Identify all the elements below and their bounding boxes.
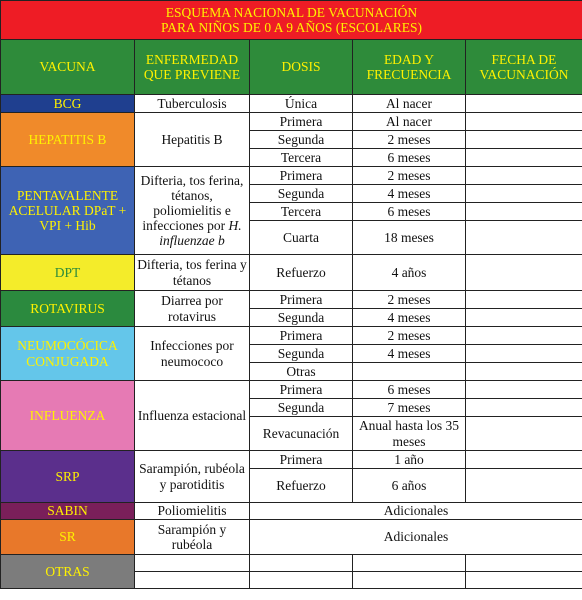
dose-cell: Otras <box>250 363 353 381</box>
dose-cell: Primera <box>250 291 353 309</box>
date-cell[interactable] <box>466 399 582 417</box>
vaccine-influenza: INFLUENZA <box>1 381 135 451</box>
age-cell: 6 meses <box>353 381 466 399</box>
disease-influenza: Influenza estacional <box>135 381 250 451</box>
age-cell: 18 meses <box>353 221 466 255</box>
blank-cell[interactable] <box>135 572 250 589</box>
date-cell[interactable] <box>466 221 582 255</box>
vaccine-pentavalente: PENTAVALENTE ACELULAR DPaT + VPI + Hib <box>1 167 135 255</box>
blank-cell[interactable] <box>353 572 466 589</box>
blank-cell[interactable] <box>353 555 466 572</box>
dose-cell: Primera <box>250 327 353 345</box>
disease-sabin: Poliomielitis <box>135 503 250 520</box>
date-cell[interactable] <box>466 309 582 327</box>
age-cell: 2 meses <box>353 327 466 345</box>
disease-sr: Sarampión y rubéola <box>135 520 250 555</box>
age-cell: Anual hasta los 35 meses <box>353 417 466 451</box>
date-cell[interactable] <box>466 149 582 167</box>
disease-bcg: Tuberculosis <box>135 95 250 113</box>
table-row <box>1 255 582 291</box>
table-row <box>1 503 582 520</box>
age-cell: Al nacer <box>353 113 466 131</box>
date-cell[interactable] <box>466 255 582 291</box>
dose-cell: Segunda <box>250 345 353 363</box>
table-row <box>1 167 582 185</box>
date-cell[interactable] <box>466 451 582 469</box>
age-cell: 2 meses <box>353 291 466 309</box>
date-cell[interactable] <box>466 167 582 185</box>
disease-pentavalente-italic: H. influenzae b <box>159 218 242 249</box>
dose-cell: Revacunación <box>250 417 353 451</box>
table-row <box>1 113 582 131</box>
table-row <box>1 555 582 572</box>
dose-cell: Segunda <box>250 309 353 327</box>
dose-cell: Primera <box>250 167 353 185</box>
date-cell[interactable] <box>466 469 582 503</box>
age-cell: 4 meses <box>353 345 466 363</box>
dose-cell: Segunda <box>250 185 353 203</box>
date-cell[interactable] <box>466 327 582 345</box>
age-cell: 2 meses <box>353 167 466 185</box>
age-cell: 4 años <box>353 255 466 291</box>
table-row <box>1 95 582 113</box>
vaccine-sabin: SABIN <box>1 503 135 520</box>
age-cell <box>353 363 466 381</box>
table-row <box>1 291 582 309</box>
date-cell[interactable] <box>466 203 582 221</box>
vaccine-rotavirus: ROTAVIRUS <box>1 291 135 327</box>
blank-cell[interactable] <box>250 572 353 589</box>
dose-cell: Primera <box>250 113 353 131</box>
vaccine-hepatitis-b: HEPATITIS B <box>1 113 135 167</box>
header-enfermedad: ENFERMEDAD QUE PREVIENE <box>135 40 250 95</box>
date-cell[interactable] <box>466 113 582 131</box>
date-cell[interactable] <box>466 185 582 203</box>
dose-cell: Única <box>250 95 353 113</box>
dose-cell: Segunda <box>250 131 353 149</box>
disease-pentavalente <box>135 167 250 255</box>
age-cell: 2 meses <box>353 131 466 149</box>
blank-cell[interactable] <box>135 555 250 572</box>
disease-neumococica: Infecciones por neumococo <box>135 327 250 381</box>
title-line-1: ESQUEMA NACIONAL DE VACUNACIÓN <box>165 4 418 20</box>
date-cell[interactable] <box>466 131 582 149</box>
disease-dpt: Difteria, tos ferina y tétanos <box>135 255 250 291</box>
table-row <box>1 381 582 399</box>
disease-pentavalente-text: Difteria, tos ferina, tétanos, poliomielitis e infecciones por <box>140 172 244 234</box>
age-cell: 6 meses <box>353 149 466 167</box>
vaccine-neumococica: NEUMOCÓCICA CONJUGADA <box>1 327 135 381</box>
dose-cell: Primera <box>250 381 353 399</box>
age-cell: 1 año <box>353 451 466 469</box>
date-cell[interactable] <box>466 345 582 363</box>
dose-cell: Refuerzo <box>250 469 353 503</box>
date-cell[interactable] <box>466 381 582 399</box>
disease-srp: Sarampión, rubéola y parotiditis <box>135 451 250 503</box>
disease-hepatitis-b: Hepatitis B <box>135 113 250 167</box>
header-dosis: DOSIS <box>250 40 353 95</box>
disease-rotavirus: Diarrea por rotavirus <box>135 291 250 327</box>
dose-cell: Tercera <box>250 149 353 167</box>
date-cell[interactable] <box>466 95 582 113</box>
title-line-2: PARA NIÑOS DE 0 A 9 AÑOS (ESCOLARES) <box>161 20 422 35</box>
age-cell: 7 meses <box>353 399 466 417</box>
age-cell: Al nacer <box>353 95 466 113</box>
dose-cell: Refuerzo <box>250 255 353 291</box>
title-row <box>1 1 582 40</box>
vaccine-sr: SR <box>1 520 135 555</box>
dose-cell: Segunda <box>250 399 353 417</box>
additional-sabin: Adicionales <box>250 503 582 520</box>
age-cell: 4 meses <box>353 309 466 327</box>
age-cell: 6 años <box>353 469 466 503</box>
table-row <box>1 451 582 469</box>
additional-sr: Adicionales <box>250 520 582 555</box>
date-cell[interactable] <box>466 363 582 381</box>
vaccine-otras: OTRAS <box>1 555 135 589</box>
dose-cell: Primera <box>250 451 353 469</box>
header-vacuna: VACUNA <box>1 40 135 95</box>
table-title <box>1 1 582 40</box>
vaccine-dpt: DPT <box>1 255 135 291</box>
date-cell[interactable] <box>466 417 582 451</box>
date-cell[interactable] <box>466 291 582 309</box>
date-cell[interactable] <box>466 572 582 589</box>
dose-cell: Tercera <box>250 203 353 221</box>
header-edad: EDAD Y FRECUENCIA <box>353 40 466 95</box>
vaccine-srp: SRP <box>1 451 135 503</box>
header-row <box>1 40 582 95</box>
dose-cell: Cuarta <box>250 221 353 255</box>
age-cell: 4 meses <box>353 185 466 203</box>
header-fecha: FECHA DE VACUNACIÓN <box>466 40 582 95</box>
table-row <box>1 327 582 345</box>
blank-cell[interactable] <box>250 555 353 572</box>
vaccine-bcg: BCG <box>1 95 135 113</box>
date-cell[interactable] <box>466 555 582 572</box>
age-cell: 6 meses <box>353 203 466 221</box>
table-row <box>1 520 582 555</box>
